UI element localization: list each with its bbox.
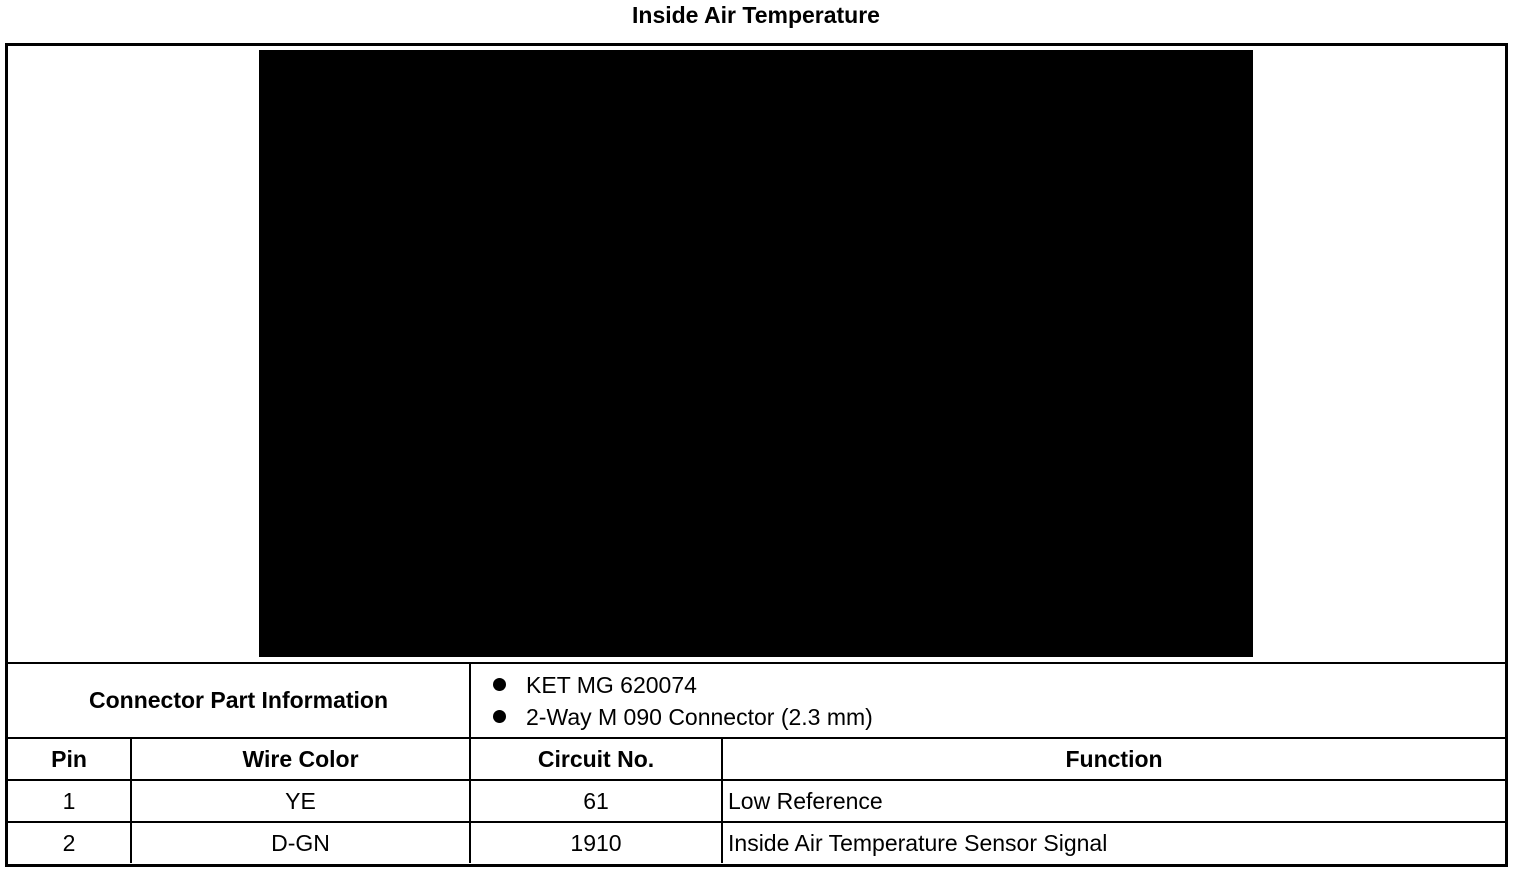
- header-circuit-no: Circuit No.: [470, 738, 722, 780]
- connector-document-frame: [5, 43, 1508, 867]
- table-row: [8, 822, 1505, 863]
- header-pin: Pin: [8, 738, 131, 780]
- connector-part-info-row: [8, 664, 1505, 738]
- connector-description: 2-Way M 090 Connector (2.3 mm): [526, 703, 873, 730]
- connector-image: [259, 50, 1253, 657]
- connector-part-number: KET MG 620074: [526, 671, 697, 698]
- wire-color-cell: YE: [131, 780, 470, 822]
- wire-color-cell: D-GN: [131, 822, 470, 863]
- circuit-no-cell: 61: [470, 780, 722, 822]
- list-item: [493, 669, 1505, 701]
- table-row: [8, 780, 1505, 822]
- bullet-icon: [493, 710, 506, 723]
- header-wire-color: Wire Color: [131, 738, 470, 780]
- bullet-icon: [493, 678, 506, 691]
- connector-image-area: [8, 46, 1505, 664]
- pin-cell: 1: [8, 780, 131, 822]
- connector-part-info-label: Connector Part Information: [8, 664, 470, 738]
- page-title: Inside Air Temperature: [632, 2, 880, 28]
- table-header-row: [8, 738, 1505, 780]
- header-function: Function: [722, 738, 1505, 780]
- list-item: [493, 701, 1505, 733]
- connector-table: [8, 664, 1505, 863]
- pin-cell: 2: [8, 822, 131, 863]
- function-cell: Low Reference: [722, 780, 1505, 822]
- connector-part-info-values: [470, 664, 1505, 738]
- connector-part-info-list: [493, 669, 1505, 733]
- function-cell: Inside Air Temperature Sensor Signal: [722, 822, 1505, 863]
- circuit-no-cell: 1910: [470, 822, 722, 863]
